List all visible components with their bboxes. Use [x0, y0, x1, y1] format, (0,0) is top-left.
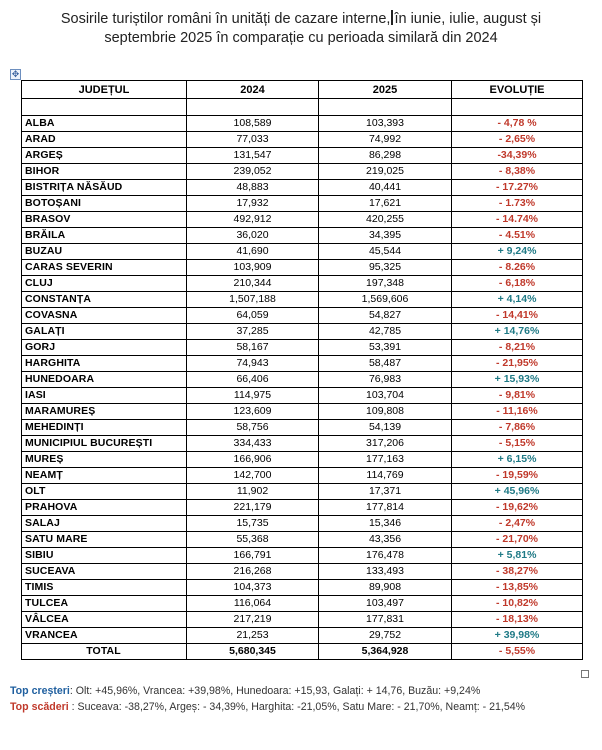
table-row	[22, 452, 583, 468]
table-row	[22, 580, 583, 596]
header-county: JUDEȚUL	[22, 81, 187, 99]
total-label: TOTAL	[22, 644, 187, 660]
top-increases-text: : Olt: +45,96%, Vrancea: +39,98%, Hunedoara: +15,93, Galați: + 14,76, Buzău: +9,24%	[69, 685, 481, 697]
table-row	[22, 164, 583, 180]
table-row	[22, 532, 583, 548]
table-row	[22, 212, 583, 228]
value-2024-cell: 1,507,188	[187, 292, 319, 308]
top-increases	[10, 683, 595, 699]
evolution-cell: + 4,14%	[452, 292, 583, 308]
county-cell: VRANCEA	[22, 628, 187, 644]
county-cell: NEAMȚ	[22, 468, 187, 484]
title-line1-part2: în iunie, iulie, august și	[394, 11, 542, 27]
evolution-cell: - 19,62%	[452, 500, 583, 516]
value-2024-cell: 108,589	[187, 116, 319, 132]
evolution-cell: -34,39%	[452, 148, 583, 164]
table-row	[22, 516, 583, 532]
evolution-cell: - 8,21%	[452, 340, 583, 356]
evolution-cell: - 18,13%	[452, 612, 583, 628]
evolution-cell: + 39,98%	[452, 628, 583, 644]
county-cell: IASI	[22, 388, 187, 404]
evolution-cell: - 4,78 %	[452, 116, 583, 132]
evolution-cell: - 10,82%	[452, 596, 583, 612]
value-2025-cell: 45,544	[319, 244, 452, 260]
value-2024-cell: 239,052	[187, 164, 319, 180]
table-row	[22, 628, 583, 644]
top-decreases-label: Top scăderi	[10, 701, 69, 713]
county-cell: CONSTANȚA	[22, 292, 187, 308]
table-row	[22, 468, 583, 484]
county-cell: MARAMUREȘ	[22, 404, 187, 420]
evolution-cell: - 8.26%	[452, 260, 583, 276]
value-2024-cell: 55,368	[187, 532, 319, 548]
county-cell: BISTRIȚA NĂSĂUD	[22, 180, 187, 196]
value-2025-cell: 317,206	[319, 436, 452, 452]
evolution-cell: + 14,76%	[452, 324, 583, 340]
value-2024-cell: 66,406	[187, 372, 319, 388]
county-cell: HARGHITA	[22, 356, 187, 372]
county-cell: GALAȚI	[22, 324, 187, 340]
blank-row	[22, 99, 583, 116]
table-row	[22, 324, 583, 340]
table-row	[22, 436, 583, 452]
evolution-cell: - 14.74%	[452, 212, 583, 228]
table-row	[22, 388, 583, 404]
value-2024-cell: 64,059	[187, 308, 319, 324]
title-line2: septembrie 2025 în comparație cu perioada similară din 2024	[104, 30, 498, 46]
value-2025-cell: 109,808	[319, 404, 452, 420]
value-2025-cell: 42,785	[319, 324, 452, 340]
value-2025-cell: 17,371	[319, 484, 452, 500]
value-2025-cell: 54,139	[319, 420, 452, 436]
value-2025-cell: 103,497	[319, 596, 452, 612]
value-2024-cell: 74,943	[187, 356, 319, 372]
evolution-cell: - 4.51%	[452, 228, 583, 244]
value-2025-cell: 40,441	[319, 180, 452, 196]
table-row	[22, 500, 583, 516]
evolution-cell: + 45,96%	[452, 484, 583, 500]
table-row	[22, 612, 583, 628]
value-2025-cell: 43,356	[319, 532, 452, 548]
county-cell: SUCEAVA	[22, 564, 187, 580]
page-title	[10, 10, 592, 48]
value-2025-cell: 219,025	[319, 164, 452, 180]
county-cell: SALAJ	[22, 516, 187, 532]
title-line1-part1: Sosirile turiștilor români în unități de cazare interne,	[60, 11, 391, 27]
county-cell: SATU MARE	[22, 532, 187, 548]
value-2024-cell: 217,219	[187, 612, 319, 628]
data-table	[21, 80, 583, 660]
table-row	[22, 308, 583, 324]
evolution-cell: - 21,70%	[452, 532, 583, 548]
county-cell: CARAS SEVERIN	[22, 260, 187, 276]
evolution-cell: + 9,24%	[452, 244, 583, 260]
table-row	[22, 244, 583, 260]
value-2025-cell: 86,298	[319, 148, 452, 164]
value-2025-cell: 420,255	[319, 212, 452, 228]
table-row	[22, 596, 583, 612]
total-2025: 5,364,928	[319, 644, 452, 660]
county-cell: TIMIS	[22, 580, 187, 596]
value-2025-cell: 177,831	[319, 612, 452, 628]
value-2024-cell: 114,975	[187, 388, 319, 404]
table-header-row	[22, 81, 583, 99]
value-2024-cell: 15,735	[187, 516, 319, 532]
table-cell	[452, 99, 583, 116]
evolution-cell: - 6,18%	[452, 276, 583, 292]
county-cell: MUNICIPIUL BUCUREȘTI	[22, 436, 187, 452]
evolution-cell: - 1.73%	[452, 196, 583, 212]
table-row	[22, 180, 583, 196]
table-row	[22, 340, 583, 356]
table-cell	[319, 99, 452, 116]
value-2025-cell: 1,569,606	[319, 292, 452, 308]
value-2025-cell: 53,391	[319, 340, 452, 356]
table-row	[22, 148, 583, 164]
value-2024-cell: 216,268	[187, 564, 319, 580]
value-2024-cell: 58,167	[187, 340, 319, 356]
table-row	[22, 116, 583, 132]
table-row	[22, 420, 583, 436]
table-row	[22, 228, 583, 244]
value-2025-cell: 133,493	[319, 564, 452, 580]
value-2025-cell: 15,346	[319, 516, 452, 532]
county-cell: MEHEDINȚI	[22, 420, 187, 436]
value-2025-cell: 103,704	[319, 388, 452, 404]
top-decreases	[10, 699, 595, 715]
value-2024-cell: 41,690	[187, 244, 319, 260]
table-row	[22, 404, 583, 420]
value-2025-cell: 177,814	[319, 500, 452, 516]
top-increases-label: Top creșteri	[10, 685, 70, 697]
value-2024-cell: 77,033	[187, 132, 319, 148]
county-cell: ARAD	[22, 132, 187, 148]
value-2024-cell: 166,906	[187, 452, 319, 468]
value-2025-cell: 177,163	[319, 452, 452, 468]
value-2025-cell: 17,621	[319, 196, 452, 212]
table-row	[22, 132, 583, 148]
evolution-cell: - 8,38%	[452, 164, 583, 180]
table-row	[22, 372, 583, 388]
value-2025-cell: 74,992	[319, 132, 452, 148]
value-2024-cell: 11,902	[187, 484, 319, 500]
evolution-cell: + 6,15%	[452, 452, 583, 468]
evolution-cell: + 5,81%	[452, 548, 583, 564]
value-2025-cell: 58,487	[319, 356, 452, 372]
header-evolution: EVOLUȚIE	[452, 81, 583, 99]
evolution-cell: - 38,27%	[452, 564, 583, 580]
county-cell: PRAHOVA	[22, 500, 187, 516]
value-2024-cell: 123,609	[187, 404, 319, 420]
table-row	[22, 564, 583, 580]
value-2025-cell: 54,827	[319, 308, 452, 324]
value-2024-cell: 221,179	[187, 500, 319, 516]
evolution-cell: - 11,16%	[452, 404, 583, 420]
value-2025-cell: 95,325	[319, 260, 452, 276]
total-evolution: - 5,55%	[452, 644, 583, 660]
value-2025-cell: 176,478	[319, 548, 452, 564]
county-cell: BRĂILA	[22, 228, 187, 244]
county-cell: SIBIU	[22, 548, 187, 564]
evolution-cell: - 7,86%	[452, 420, 583, 436]
value-2025-cell: 114,769	[319, 468, 452, 484]
table-row	[22, 356, 583, 372]
value-2025-cell: 103,393	[319, 116, 452, 132]
evolution-cell: - 21,95%	[452, 356, 583, 372]
value-2025-cell: 76,983	[319, 372, 452, 388]
value-2025-cell: 29,752	[319, 628, 452, 644]
evolution-cell: - 19,59%	[452, 468, 583, 484]
evolution-cell: - 2,47%	[452, 516, 583, 532]
table-row	[22, 292, 583, 308]
county-cell: ARGEȘ	[22, 148, 187, 164]
value-2024-cell: 334,433	[187, 436, 319, 452]
evolution-cell: + 15,93%	[452, 372, 583, 388]
county-cell: MUREȘ	[22, 452, 187, 468]
value-2024-cell: 58,756	[187, 420, 319, 436]
evolution-cell: - 5,15%	[452, 436, 583, 452]
table-row	[22, 196, 583, 212]
county-cell: BIHOR	[22, 164, 187, 180]
county-cell: HUNEDOARA	[22, 372, 187, 388]
table-row	[22, 260, 583, 276]
county-cell: VÂLCEA	[22, 612, 187, 628]
value-2024-cell: 131,547	[187, 148, 319, 164]
value-2025-cell: 197,348	[319, 276, 452, 292]
table-row	[22, 548, 583, 564]
table-resize-handle[interactable]	[581, 670, 589, 678]
county-cell: COVASNA	[22, 308, 187, 324]
top-decreases-text: : Suceava: -38,27%, Argeș: - 34,39%, Harghita: -21,05%, Satu Mare: - 21,70%, Neamț: - 21,54%	[68, 701, 526, 713]
value-2024-cell: 116,064	[187, 596, 319, 612]
county-cell: OLT	[22, 484, 187, 500]
value-2025-cell: 89,908	[319, 580, 452, 596]
county-cell: ALBA	[22, 116, 187, 132]
table-cell	[187, 99, 319, 116]
table-row	[22, 276, 583, 292]
county-cell: BOTOȘANI	[22, 196, 187, 212]
value-2024-cell: 210,344	[187, 276, 319, 292]
value-2024-cell: 103,909	[187, 260, 319, 276]
evolution-cell: - 9,81%	[452, 388, 583, 404]
value-2024-cell: 37,285	[187, 324, 319, 340]
value-2024-cell: 104,373	[187, 580, 319, 596]
value-2024-cell: 492,912	[187, 212, 319, 228]
summary-notes	[10, 683, 595, 715]
value-2024-cell: 21,253	[187, 628, 319, 644]
table-move-handle-icon[interactable]: ✥	[11, 69, 20, 79]
table-cell	[22, 99, 187, 116]
county-cell: BRASOV	[22, 212, 187, 228]
county-cell: CLUJ	[22, 276, 187, 292]
evolution-cell: - 14,41%	[452, 308, 583, 324]
value-2025-cell: 34,395	[319, 228, 452, 244]
county-cell: GORJ	[22, 340, 187, 356]
value-2024-cell: 166,791	[187, 548, 319, 564]
value-2024-cell: 17,932	[187, 196, 319, 212]
value-2024-cell: 36,020	[187, 228, 319, 244]
evolution-cell: - 2,65%	[452, 132, 583, 148]
total-row	[22, 644, 583, 660]
header-2024: 2024	[187, 81, 319, 99]
value-2024-cell: 142,700	[187, 468, 319, 484]
table-row	[22, 484, 583, 500]
evolution-cell: - 13,85%	[452, 580, 583, 596]
header-2025: 2025	[319, 81, 452, 99]
evolution-cell: - 17.27%	[452, 180, 583, 196]
total-2024: 5,680,345	[187, 644, 319, 660]
value-2024-cell: 48,883	[187, 180, 319, 196]
county-cell: BUZAU	[22, 244, 187, 260]
county-cell: TULCEA	[22, 596, 187, 612]
